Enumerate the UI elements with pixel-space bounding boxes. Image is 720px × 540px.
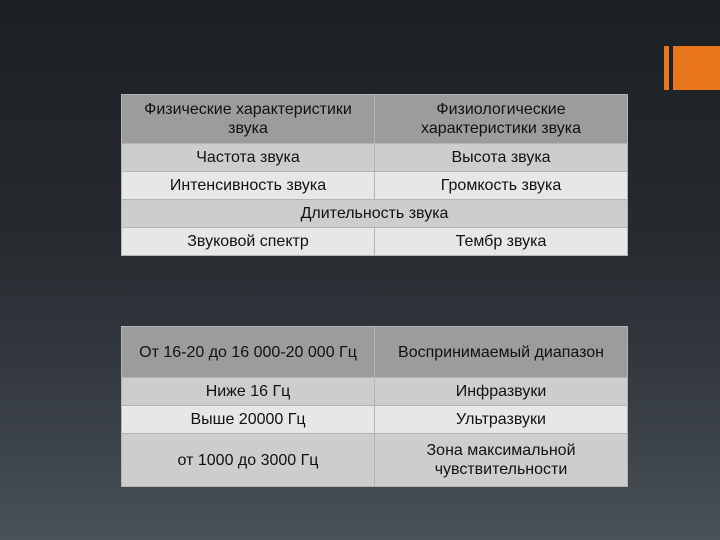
frequency-range-table xyxy=(121,326,628,487)
header-cell: Воспринимаемый диапазон xyxy=(375,327,628,378)
table-row xyxy=(122,144,628,172)
table-cell: Частота звука xyxy=(122,144,375,172)
table-row xyxy=(122,172,628,200)
table-cell: Ультразвуки xyxy=(375,406,628,434)
table-cell: Инфразвуки xyxy=(375,378,628,406)
table-cell: Интенсивность звука xyxy=(122,172,375,200)
table-row xyxy=(122,228,628,256)
table-header-row xyxy=(122,95,628,144)
table-row xyxy=(122,200,628,228)
table-cell: Звуковой спектр xyxy=(122,228,375,256)
table-row xyxy=(122,378,628,406)
table-cell: Ниже 16 Гц xyxy=(122,378,375,406)
table-cell: Громкость звука xyxy=(375,172,628,200)
table-row xyxy=(122,406,628,434)
header-cell: От 16-20 до 16 000-20 000 Гц xyxy=(122,327,375,378)
table-cell: Выше 20000 Гц xyxy=(122,406,375,434)
accent-bar-thick xyxy=(673,46,720,90)
sound-characteristics-table xyxy=(121,94,628,256)
header-cell: Физические характеристики звука xyxy=(122,95,375,144)
table-row xyxy=(122,434,628,487)
accent-bar-thin xyxy=(664,46,669,90)
table-cell: от 1000 до 3000 Гц xyxy=(122,434,375,487)
merged-cell: Длительность звука xyxy=(122,200,628,228)
header-cell: Физиологические характеристики звука xyxy=(375,95,628,144)
table-cell: Высота звука xyxy=(375,144,628,172)
table-cell: Зона максимальной чувствительности xyxy=(375,434,628,487)
table-cell: Тембр звука xyxy=(375,228,628,256)
table-header-row xyxy=(122,327,628,378)
